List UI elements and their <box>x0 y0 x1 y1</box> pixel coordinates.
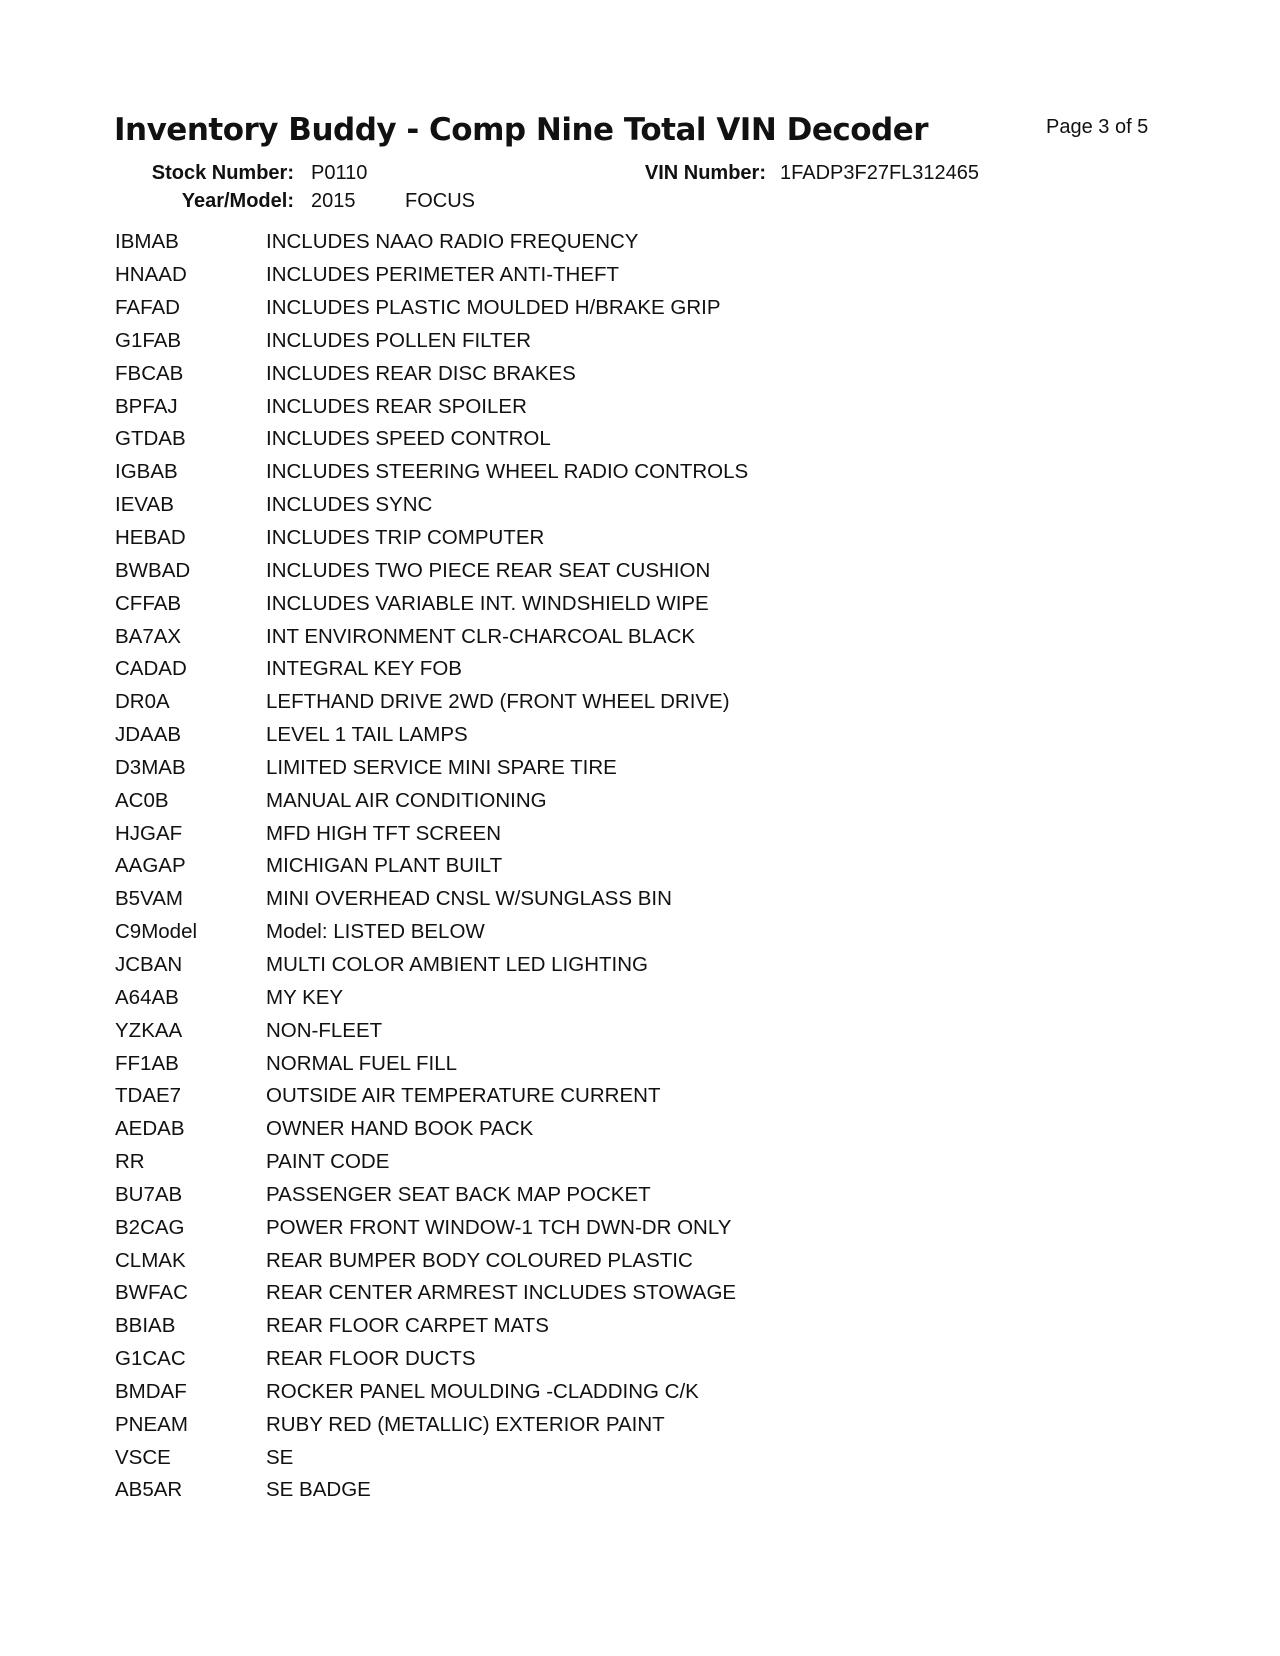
option-row <box>115 292 748 325</box>
option-description: NON-FLEET <box>266 1018 383 1042</box>
option-code: B5VAM <box>115 887 183 911</box>
year-model-label: Year/Model: <box>181 190 294 212</box>
option-row <box>115 325 748 358</box>
option-description: INCLUDES PERIMETER ANTI-THEFT <box>266 263 620 287</box>
option-row <box>115 390 748 423</box>
stock-number-value: P0110 <box>311 162 368 184</box>
option-code: JDAAB <box>115 723 182 747</box>
option-row <box>115 784 748 817</box>
option-row <box>115 423 748 456</box>
option-description: INCLUDES REAR SPOILER <box>266 394 527 418</box>
option-code: HEBAD <box>115 526 186 550</box>
option-row <box>115 1146 748 1179</box>
option-row <box>115 357 748 390</box>
option-code: IGBAB <box>115 460 178 484</box>
option-description: INCLUDES SYNC <box>266 493 433 517</box>
option-row <box>115 489 748 522</box>
vin-number-label: VIN Number: <box>644 162 766 184</box>
option-code: D3MAB <box>115 755 186 779</box>
option-row <box>115 686 748 719</box>
option-code: A64AB <box>115 985 179 1009</box>
option-description: REAR BUMPER BODY COLOURED PLASTIC <box>266 1248 693 1272</box>
option-description: INCLUDES PLASTIC MOULDED H/BRAKE GRIP <box>266 296 721 320</box>
option-description: INTEGRAL KEY FOB <box>266 657 462 681</box>
option-description: Model: LISTED BELOW <box>266 920 485 944</box>
option-code: G1FAB <box>115 328 182 352</box>
option-description: INCLUDES NAAO RADIO FREQUENCY <box>266 230 639 254</box>
option-row <box>115 1113 748 1146</box>
option-code: HNAAD <box>115 263 187 287</box>
option-code: BWBAD <box>115 558 191 582</box>
option-description: MULTI COLOR AMBIENT LED LIGHTING <box>266 952 648 976</box>
option-description: MINI OVERHEAD CNSL W/SUNGLASS BIN <box>266 887 672 911</box>
option-description: REAR FLOOR DUCTS <box>266 1347 476 1371</box>
option-code: FBCAB <box>115 361 184 385</box>
option-description: MANUAL AIR CONDITIONING <box>266 788 547 812</box>
option-code: BBIAB <box>115 1314 176 1338</box>
option-row <box>115 1474 748 1507</box>
option-code: FAFAD <box>115 296 180 320</box>
option-description: PASSENGER SEAT BACK MAP POCKET <box>266 1182 651 1206</box>
option-row <box>115 1211 748 1244</box>
option-code: CFFAB <box>115 591 182 615</box>
option-row <box>115 1014 748 1047</box>
option-code: VSCE <box>115 1445 171 1469</box>
option-row <box>115 456 748 489</box>
option-description: NORMAL FUEL FILL <box>266 1051 457 1075</box>
option-row <box>115 850 748 883</box>
option-code: BMDAF <box>115 1379 187 1403</box>
option-row <box>115 522 748 555</box>
option-row <box>115 719 748 752</box>
option-description: LIMITED SERVICE MINI SPARE TIRE <box>266 755 617 779</box>
option-row <box>115 554 748 587</box>
option-description: MFD HIGH TFT SCREEN <box>266 821 501 845</box>
option-code: YZKAA <box>115 1018 183 1042</box>
option-row <box>115 620 748 653</box>
option-description: RUBY RED (METALLIC) EXTERIOR PAINT <box>266 1412 665 1436</box>
option-description: REAR FLOOR CARPET MATS <box>266 1314 549 1338</box>
option-row <box>115 949 748 982</box>
option-row <box>115 226 748 259</box>
option-code: BA7AX <box>115 624 182 648</box>
stock-number-label: Stock Number: <box>151 162 294 184</box>
option-description: LEVEL 1 TAIL LAMPS <box>266 723 468 747</box>
option-code: CADAD <box>115 657 187 681</box>
vin-number-value: 1FADP3F27FL312465 <box>780 162 980 184</box>
option-description: INT ENVIRONMENT CLR-CHARCOAL BLACK <box>266 624 696 648</box>
option-row <box>115 587 748 620</box>
option-code: PNEAM <box>115 1412 188 1436</box>
option-description: INCLUDES REAR DISC BRAKES <box>266 361 576 385</box>
option-row <box>115 1310 748 1343</box>
option-code: B2CAG <box>115 1215 185 1239</box>
option-row <box>115 1244 748 1277</box>
option-code: IEVAB <box>115 493 174 517</box>
option-description: INCLUDES TRIP COMPUTER <box>266 526 545 550</box>
option-code: CLMAK <box>115 1248 186 1272</box>
option-row <box>115 1408 748 1441</box>
option-row <box>115 1376 748 1409</box>
option-row <box>115 1178 748 1211</box>
model-value: FOCUS <box>405 190 475 212</box>
option-code: BWFAC <box>115 1281 188 1305</box>
option-description: MY KEY <box>266 985 344 1009</box>
option-description: PAINT CODE <box>266 1150 390 1174</box>
option-description: REAR CENTER ARMREST INCLUDES STOWAGE <box>266 1281 737 1305</box>
option-row <box>115 981 748 1014</box>
option-description: SE BADGE <box>266 1478 371 1502</box>
option-description: INCLUDES VARIABLE INT. WINDSHIELD WIPE <box>266 591 709 615</box>
option-row <box>115 916 748 949</box>
option-row <box>115 1343 748 1376</box>
option-row <box>115 752 748 785</box>
option-code: G1CAC <box>115 1347 186 1371</box>
option-code: GTDAB <box>115 427 186 451</box>
option-code: BU7AB <box>115 1182 183 1206</box>
option-description: OWNER HAND BOOK PACK <box>266 1117 534 1141</box>
option-description: LEFTHAND DRIVE 2WD (FRONT WHEEL DRIVE) <box>266 690 730 714</box>
option-row <box>115 817 748 850</box>
option-code: AAGAP <box>115 854 186 878</box>
option-description: MICHIGAN PLANT BUILT <box>266 854 503 878</box>
option-code: DR0A <box>115 690 170 714</box>
option-row <box>115 1080 748 1113</box>
option-description: POWER FRONT WINDOW-1 TCH DWN-DR ONLY <box>266 1215 732 1239</box>
option-row <box>115 259 748 292</box>
option-code: RR <box>115 1150 145 1174</box>
option-code: JCBAN <box>115 952 183 976</box>
option-description: INCLUDES STEERING WHEEL RADIO CONTROLS <box>266 460 749 484</box>
option-description: INCLUDES TWO PIECE REAR SEAT CUSHION <box>266 558 711 582</box>
year-value: 2015 <box>311 190 356 212</box>
option-row <box>115 883 748 916</box>
option-description: INCLUDES POLLEN FILTER <box>266 328 532 352</box>
option-code: TDAE7 <box>115 1084 182 1108</box>
option-row <box>115 653 748 686</box>
option-code: C9Model <box>115 920 198 944</box>
document-title: Inventory Buddy - Comp Nine Total VIN Decoder <box>114 112 929 148</box>
option-row <box>115 1047 748 1080</box>
option-code: BPFAJ <box>115 394 178 418</box>
page-number: Page 3 of 5 <box>1046 116 1149 138</box>
option-description: INCLUDES SPEED CONTROL <box>266 427 551 451</box>
option-code: AC0B <box>115 788 169 812</box>
option-description: ROCKER PANEL MOULDING -CLADDING C/K <box>266 1379 699 1403</box>
option-description: OUTSIDE AIR TEMPERATURE CURRENT <box>266 1084 661 1108</box>
option-code: HJGAF <box>115 821 183 845</box>
option-code: IBMAB <box>115 230 179 254</box>
option-row <box>115 1277 748 1310</box>
option-code-list <box>115 226 748 1507</box>
option-code: AB5AR <box>115 1478 183 1502</box>
option-code: FF1AB <box>115 1051 179 1075</box>
option-code: AEDAB <box>115 1117 185 1141</box>
option-row <box>115 1441 748 1474</box>
option-description: SE <box>266 1445 294 1469</box>
